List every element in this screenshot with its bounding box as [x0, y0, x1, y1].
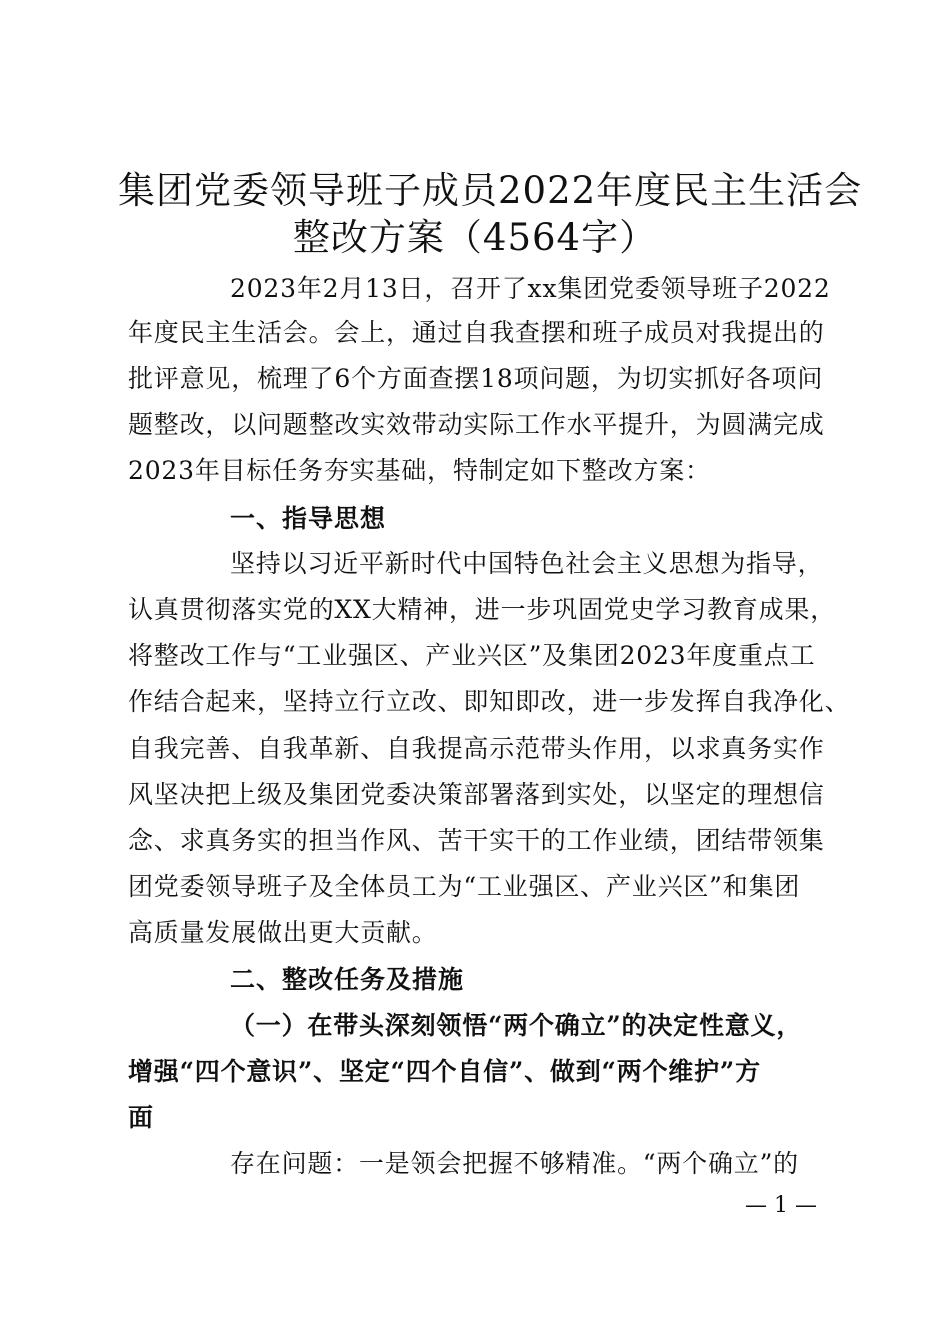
section-1-line: 作结合起来，坚持立行立改、即知即改，进一步发挥自我净化、	[128, 687, 851, 716]
intro-line: 年度民主生活会。会上，通过自我查摆和班子成员对我提出的	[128, 318, 825, 347]
subsection-heading-line: （一）在带头深刻领悟“两个确立”的决定性意义，	[230, 1011, 803, 1040]
section-1-line: 认真贯彻落实党的XX大精神，进一步巩固党史学习教育成果，	[128, 595, 836, 624]
section-heading-rectification-tasks: 二、整改任务及措施	[230, 965, 465, 994]
page-number: — 1 —	[745, 1193, 817, 1218]
intro-line: 2023年目标任务夯实基础，特制定如下整改方案：	[128, 456, 711, 485]
intro-line: 2023年2月13日，召开了xx集团党委领导班子2022	[230, 274, 831, 303]
section-1-line: 风坚决把上级及集团党委决策部署落到实处，以坚定的理想信	[128, 780, 825, 809]
section-1-line: 念、求真务实的担当作风、苦干实干的工作业绩，团结带领集	[128, 826, 825, 855]
section-1-line: 高质量发展做出更大贡献。	[128, 918, 438, 947]
section-1-line: 团党委领导班子及全体员工为“工业强区、产业兴区”和集团	[128, 872, 801, 901]
intro-line: 批评意见，梳理了6个方面查摆18项问题，为切实抓好各项问	[128, 364, 824, 393]
section-heading-guiding-ideology: 一、指导思想	[230, 504, 387, 533]
section-1-line: 坚持以习近平新时代中国特色社会主义思想为指导，	[230, 549, 824, 578]
section-1-line: 将整改工作与“工业强区、产业兴区”及集团2023年度重点工	[128, 641, 816, 670]
subsection-heading-line: 增强“四个意识”、坚定“四个自信”、做到“两个维护”方	[128, 1057, 761, 1086]
section-1-line: 自我完善、自我革新、自我提高示范带头作用，以求真务实作	[128, 734, 825, 763]
issue-line: 存在问题：一是领会把握不够精准。“两个确立”的	[230, 1149, 799, 1178]
intro-line: 题整改，以问题整改实效带动实际工作水平提升，为圆满完成	[128, 410, 825, 439]
document-title-line-1: 集团党委领导班子成员2022年度民主生活会	[118, 169, 863, 212]
subsection-heading-line: 面	[128, 1103, 154, 1132]
document-title-line-2: 整改方案（4564字）	[292, 216, 658, 259]
